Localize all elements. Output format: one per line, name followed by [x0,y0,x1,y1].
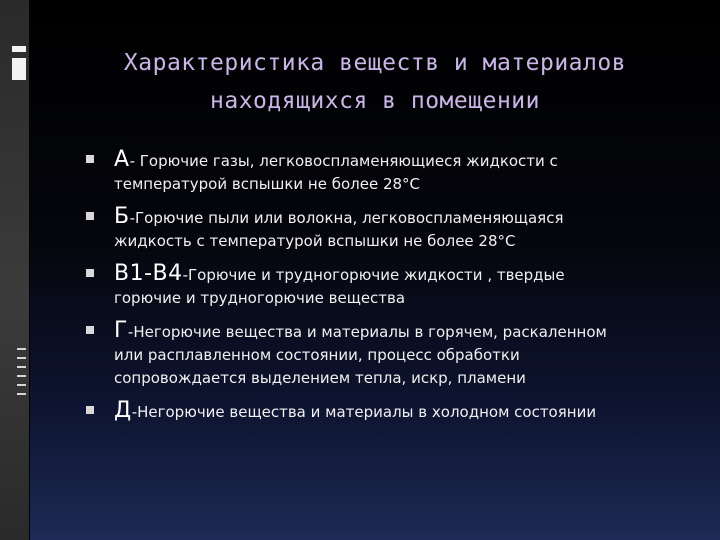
deco-mark [17,393,26,395]
bullet-description: -Негорючие вещества и материалы в холодном состоянии [131,403,597,421]
bullet-description: -Горючие и трудногорючие жидкости , твердые [182,266,565,284]
bullet-continuation: или расплавленном состоянии, процесс обработки [114,346,520,364]
bullet-square-icon [86,155,94,163]
bullet-first-line [86,319,676,344]
class-label: А [114,147,130,172]
class-label: В1-В4 [114,261,183,286]
deco-mark [17,375,26,377]
bullet-continuation: жидкость с температурой вспышки не более 28°С [114,232,516,250]
deco-mark [17,384,26,386]
bullet-square-icon [86,406,94,414]
bullet-square-icon [86,212,94,220]
title-line-2: находящихся в помещении [210,88,540,114]
bullet-continuation: температурой вспышки не более 28°С [114,175,421,193]
list-item [86,148,676,196]
left-decor-strip [0,0,29,540]
bullet-description: -Негорючие вещества и материалы в горячем, раскаленном [127,323,607,341]
class-label: Г [114,318,128,343]
bullet-square-icon [86,269,94,277]
deco-mark [17,348,26,350]
bullet-square-icon [86,326,94,334]
bullet-first-line [86,399,676,424]
bullet-continuation: сопровождается выделением тепла, искр, пламени [114,369,526,387]
bullet-first-line [86,148,676,173]
list-item [86,319,676,390]
slide-title [30,44,720,120]
class-label: Д [114,398,132,423]
deco-mark [17,366,26,368]
title-line-1: Характеристика веществ и материалов [123,50,627,76]
bullet-list [86,148,676,433]
bullet-description: - Горючие газы, легковоспламеняющиеся жидкости с [129,152,558,170]
deco-mark [17,357,26,359]
bullet-first-line [86,205,676,230]
class-label: Б [114,204,130,229]
bullet-description: -Горючие пыли или волокна, легковоспламеняющаяся [129,209,564,227]
bullet-continuation: горючие и трудногорючие вещества [114,289,406,307]
bullet-first-line [86,262,676,287]
deco-mark [12,58,26,80]
list-item [86,205,676,253]
list-item [86,399,676,424]
list-item [86,262,676,310]
deco-mark [12,46,26,52]
